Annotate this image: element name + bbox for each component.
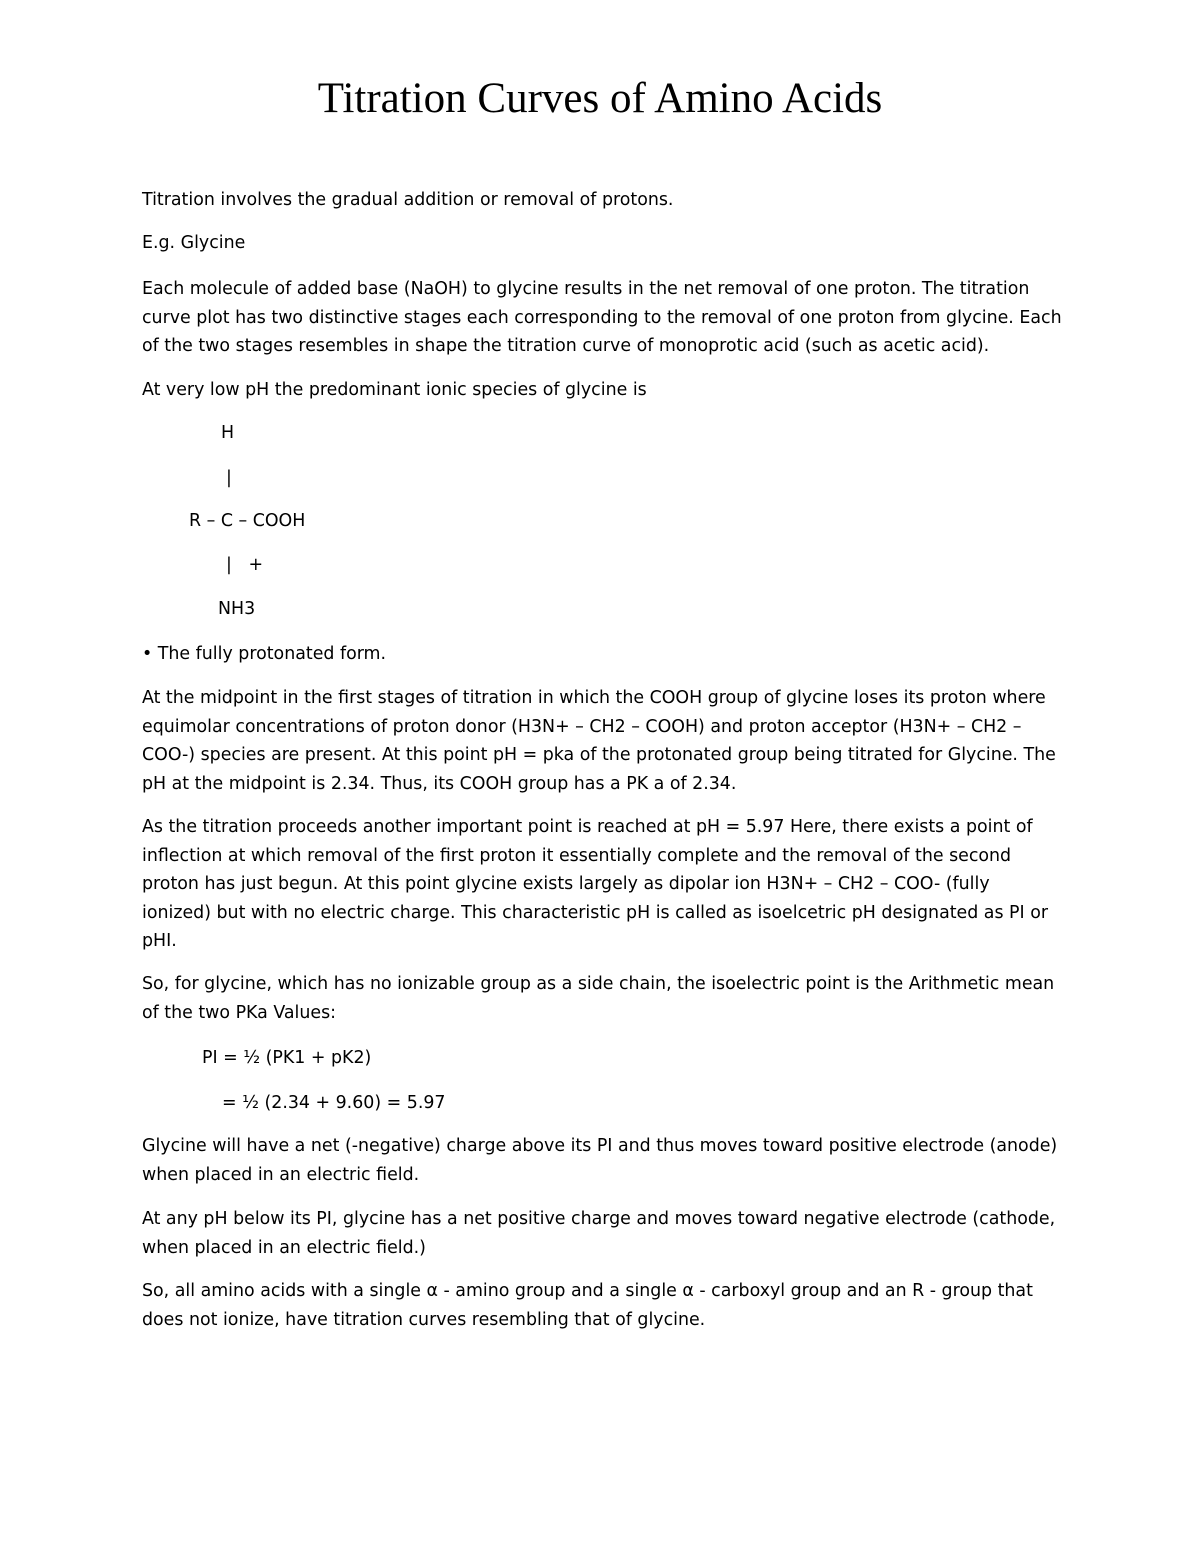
formula-line-2: = ½ (2.34 + 9.60) = 5.97 <box>222 1093 446 1113</box>
bullet-item: • The fully protonated form. <box>142 644 387 664</box>
example-line: E.g. Glycine <box>142 233 246 253</box>
base-addition-paragraph: Each molecule of added base (NaOH) to glycine results in the net removal of one proton. The titration curve plot has two distinctive stages each corresponding to the removal of one proton from glycine. Each of the two stages resembles in shape the titration curve of monoprotic acid (such as acetic acid). <box>142 279 1062 356</box>
structure-top-atom: H <box>221 423 235 443</box>
intro-paragraph: Titration involves the gradual addition or removal of protons. <box>142 190 674 210</box>
arithmetic-mean-paragraph: So, for glycine, which has no ionizable group as a side chain, the isoelectric point is the Arithmetic mean of the two PKa Values: <box>142 974 1055 1023</box>
structure-bond-top: | <box>226 468 232 488</box>
midpoint-paragraph: At the midpoint in the first stages of titration in which the COOH group of glycine loses its proton where equimolar concentrations of proton donor (H3N+ – CH2 – COOH) and proton acceptor (H3N+ – CH2 – COO-) species are present. At this point pH = pka of the protonated group being titrated for Glycine. The pH at the midpoint is 2.34. Thus, its COOH group has a PK a of 2.34. <box>142 688 1056 794</box>
below-pi-paragraph: At any pH below its PI, glycine has a net positive charge and moves toward negative electrode (cathode, when placed in an electric field.) <box>142 1209 1056 1258</box>
formula-line-1: PI = ½ (PK1 + pK2) <box>202 1048 372 1068</box>
inflection-paragraph: As the titration proceeds another important point is reached at pH = 5.97 Here, there exists a point of inflection at which removal of the first proton it essentially complete and the removal of the second proton has just begun. At this point glycine exists largely as dipolar ion H3N+ – CH2 – COO- (fully ionized) but with no electric charge. This characteristic pH is called as isoelcetric pH designated as PI or pHI. <box>142 817 1048 951</box>
structure-bond-bottom: | + <box>226 555 264 575</box>
above-pi-paragraph: Glycine will have a net (-negative) charge above its PI and thus moves toward positive electrode (anode) when placed in an electric field. <box>142 1136 1058 1185</box>
structure-bottom-group: NH3 <box>218 599 256 619</box>
structure-main-chain: R – C – COOH <box>189 511 306 531</box>
all-amino-acids-paragraph: So, all amino acids with a single α - amino group and a single α - carboxyl group and an R - group that does not ionize, have titration curves resembling that of glycine. <box>142 1281 1033 1330</box>
low-ph-paragraph: At very low pH the predominant ionic species of glycine is <box>142 380 647 400</box>
document-title: Titration Curves of Amino Acids <box>317 75 883 122</box>
